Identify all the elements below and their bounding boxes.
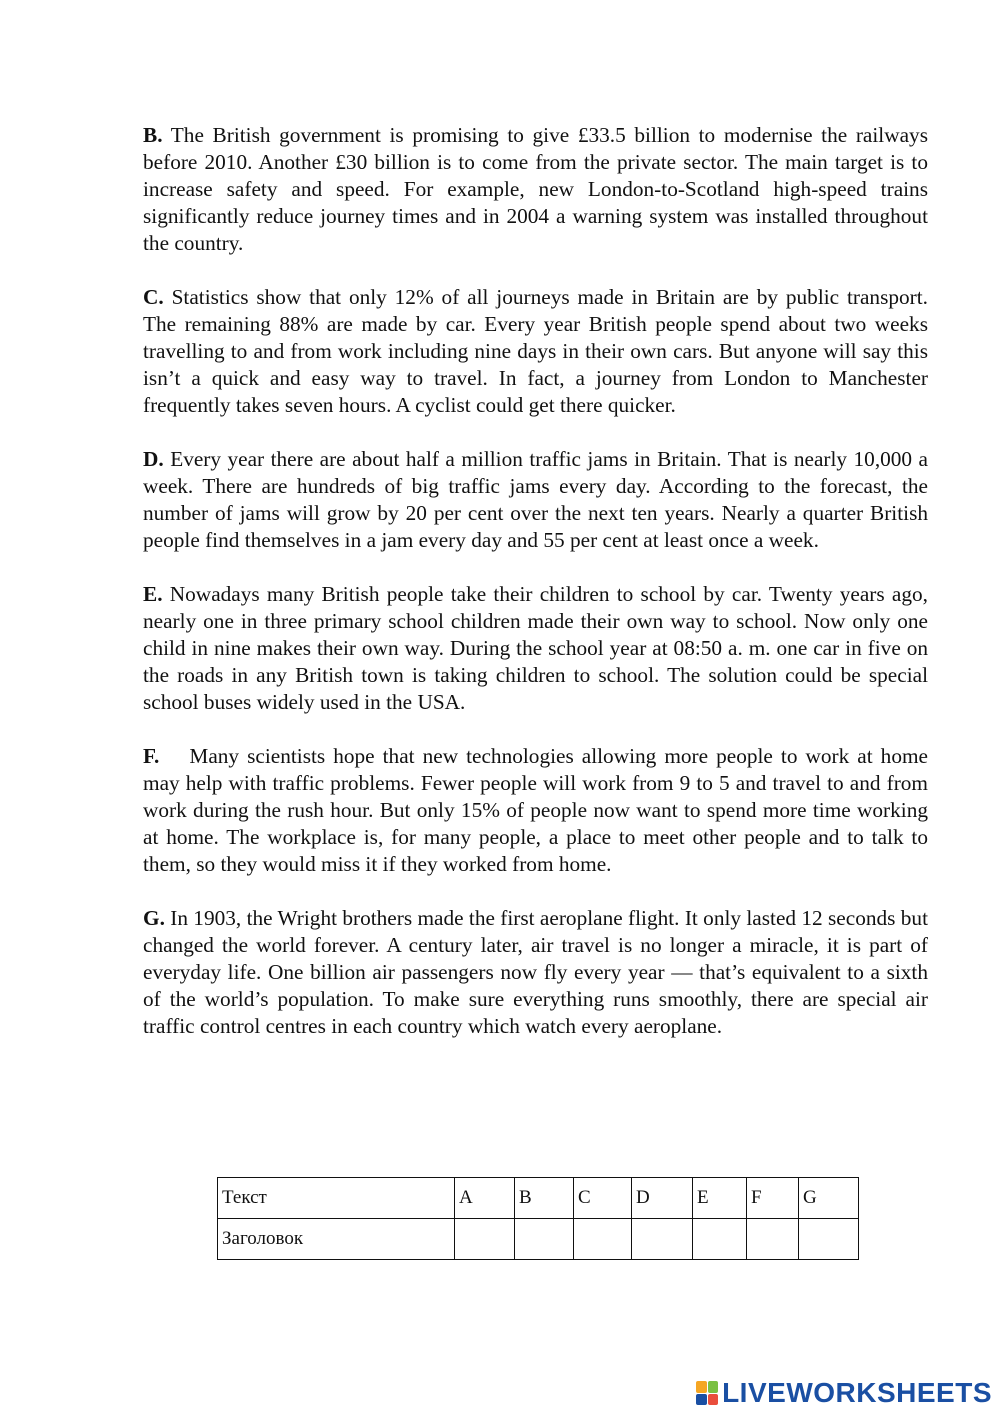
- paragraph-c: [143, 284, 928, 419]
- paragraph-text: Every year there are about half a million traffic jams in Britain. That is nearly 10,000 a week. There are hundreds of big traffic jams every day. According to the forecast, the number of jams will grow by 20 per cent over the next ten years. Nearly a quarter British people find themselves in a jam every day and 55 per cent at least once a week.: [143, 447, 928, 552]
- paragraph-letter: E.: [143, 582, 163, 606]
- answer-cell-g[interactable]: [799, 1219, 859, 1260]
- column-header-c: C: [574, 1178, 632, 1219]
- paragraph-letter: G.: [143, 906, 165, 930]
- answer-cell-e[interactable]: [693, 1219, 747, 1260]
- answer-cell-c[interactable]: [574, 1219, 632, 1260]
- watermark-text: LIVEWORKSHEETS: [722, 1377, 992, 1408]
- table-row-heading: [218, 1219, 859, 1260]
- column-header-e: E: [693, 1178, 747, 1219]
- column-header-b: B: [515, 1178, 574, 1219]
- paragraph-g: [143, 905, 928, 1040]
- answer-cell-f[interactable]: [747, 1219, 799, 1260]
- paragraph-text: In 1903, the Wright brothers made the first aeroplane flight. It only lasted 12 seconds but changed the world forever. A century later, air travel is no longer a miracle, it is part of everyday life. One billion air passengers now fly every year — that’s equivalent to a sixth of the world’s population. To make sure everything runs smoothly, there are special air traffic control centres in each country which watch every aeroplane.: [143, 906, 928, 1038]
- row-label-text: Текст: [218, 1178, 455, 1219]
- answer-table: [217, 1177, 859, 1260]
- paragraph-e: [143, 581, 928, 716]
- column-header-d: D: [632, 1178, 693, 1219]
- paragraph-text: Many scientists hope that new technologies allowing more people to work at home may help with traffic problems. Fewer people will work from 9 to 5 and travel to and from work during the rush hour. But only 15% of people now want to spend more time working at home. The workplace is, for many people, a place to meet other people and to talk to them, so they would miss it if they worked from home.: [143, 744, 928, 876]
- paragraph-text: Statistics show that only 12% of all journeys made in Britain are by public transport. The remaining 88% are made by car. Every year British people spend about two weeks travelling to and from work including nine days in their own cars. But anyone will say this isn’t a quick and easy way to travel. In fact, a journey from London to Manchester frequently takes seven hours. A cyclist could get there quicker.: [143, 285, 928, 417]
- liveworksheets-watermark: [696, 1376, 992, 1410]
- paragraph-letter: B.: [143, 123, 163, 147]
- column-header-g: G: [799, 1178, 859, 1219]
- table-row-text: [218, 1178, 859, 1219]
- liveworksheets-logo-icon: [696, 1381, 718, 1405]
- reading-text: [143, 122, 928, 1067]
- column-header-a: A: [455, 1178, 515, 1219]
- paragraph-f: [143, 743, 928, 878]
- column-header-f: F: [747, 1178, 799, 1219]
- paragraph-b: [143, 122, 928, 257]
- paragraph-d: [143, 446, 928, 554]
- paragraph-text: Nowadays many British people take their children to school by car. Twenty years ago, nearly one in three primary school children made their own way to school. Now only one child in nine makes their own way. During the school year at 08:50 a. m. one car in five on the roads in any British town is taking children to school. The solution could be special school buses widely used in the USA.: [143, 582, 928, 714]
- paragraph-letter: C.: [143, 285, 164, 309]
- answer-cell-b[interactable]: [515, 1219, 574, 1260]
- answer-cell-d[interactable]: [632, 1219, 693, 1260]
- answer-cell-a[interactable]: [455, 1219, 515, 1260]
- paragraph-letter: D.: [143, 447, 164, 471]
- paragraph-letter: F.: [143, 744, 160, 768]
- row-label-heading: Заголовок: [218, 1219, 455, 1260]
- paragraph-text: The British government is promising to give £33.5 billion to modernise the railways before 2010. Another £30 billion is to come from the private sector. The main target is to increase safety and speed. For example, new London-to-Scotland high-speed trains significantly reduce journey times and in 2004 a warning system was installed throughout the country.: [143, 123, 928, 255]
